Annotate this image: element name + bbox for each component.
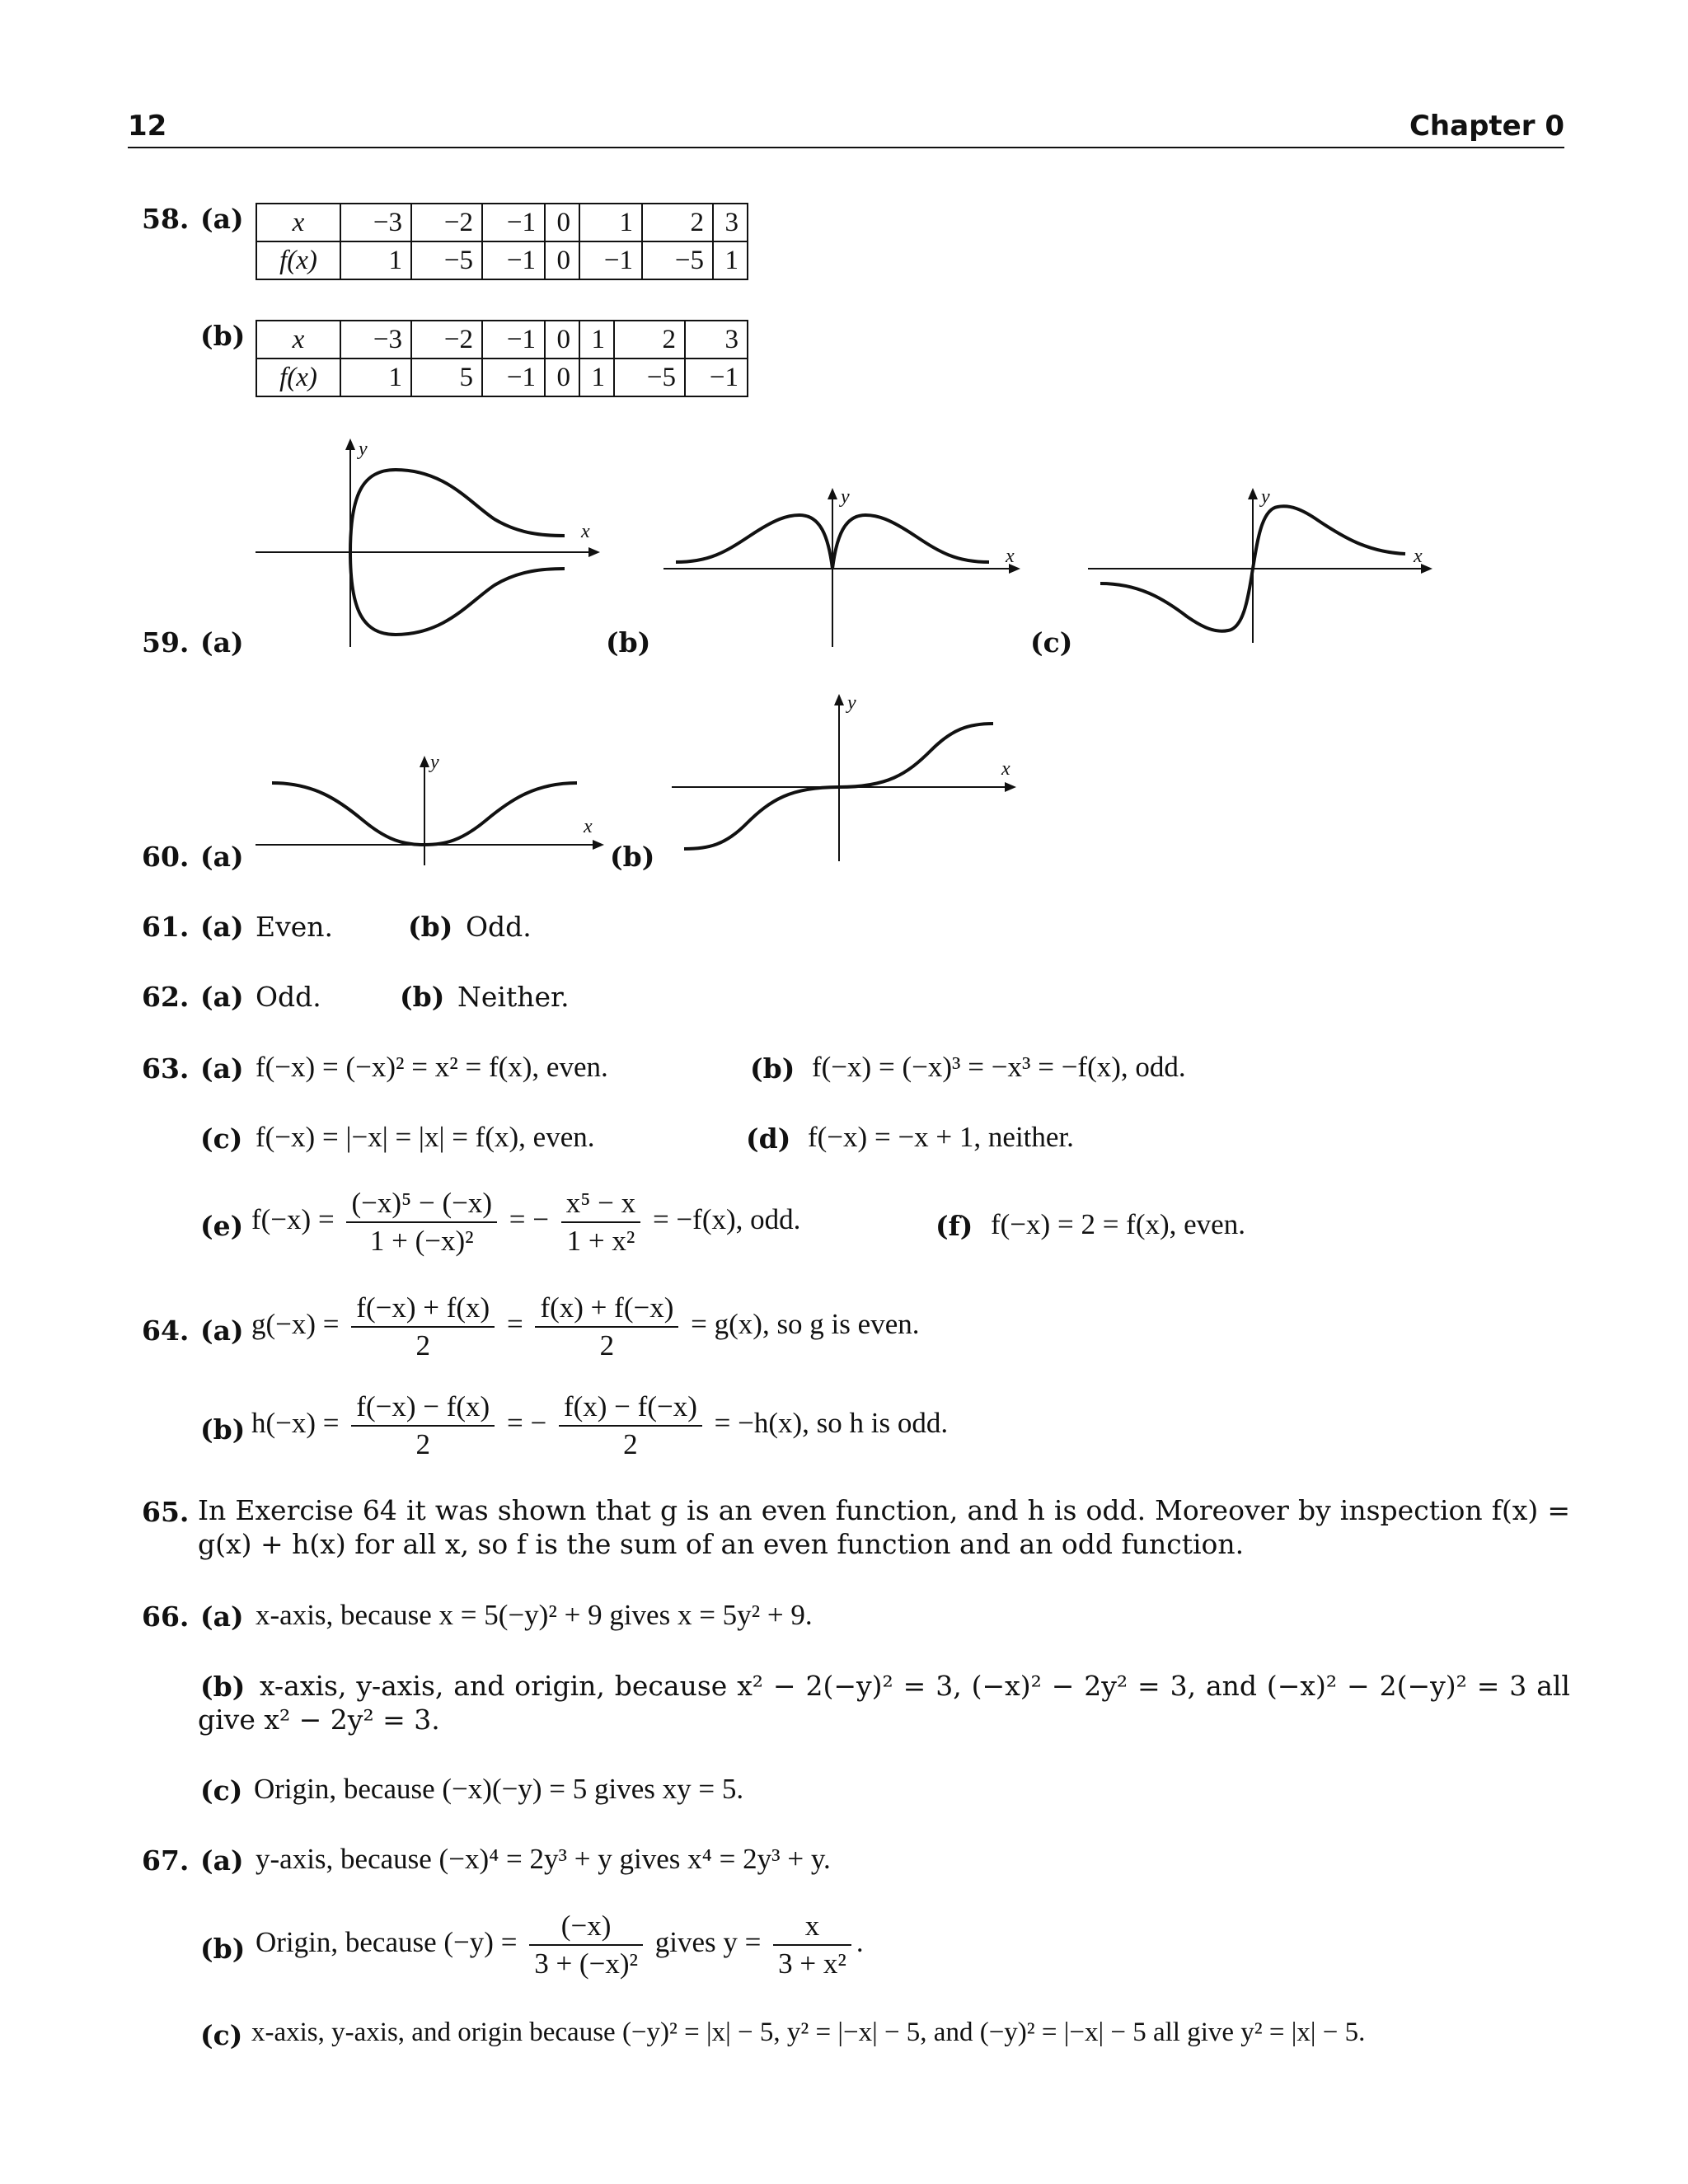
exercise-60b-graph xyxy=(668,692,1030,865)
exercise-60a-label: (a) xyxy=(200,841,244,873)
fraction xyxy=(346,1187,497,1258)
exercise-63a-label: (a) xyxy=(200,1052,244,1085)
denominator: 2 xyxy=(415,1428,430,1460)
table-cell: −1 xyxy=(579,241,642,279)
equals-sign: = xyxy=(506,1308,523,1341)
table-cell: −3 xyxy=(340,321,411,359)
exercise-67-number: 67. xyxy=(142,1844,190,1877)
exercise-60a-graph xyxy=(247,750,610,874)
numerator: f(x) − f(−x) xyxy=(559,1390,702,1427)
denominator: 1 + x² xyxy=(566,1225,635,1257)
exercise-62b-label: (b) xyxy=(400,981,445,1013)
exercise-59c-label: (c) xyxy=(1030,626,1073,658)
table-cell: 0 xyxy=(545,321,579,359)
table-cell: −5 xyxy=(642,241,713,279)
exercise-58b-table xyxy=(256,320,748,397)
fraction xyxy=(773,1910,851,1980)
exercise-62a-label: (a) xyxy=(200,981,244,1013)
denominator: 1 + (−x)² xyxy=(369,1225,474,1257)
exercise-61-number: 61. xyxy=(142,911,190,943)
equation-rhs: = g(x), so g is even. xyxy=(691,1308,920,1341)
numerator: x⁵ − x xyxy=(561,1187,640,1223)
denominator: 2 xyxy=(415,1329,430,1361)
chapter-title: Chapter 0 xyxy=(1409,110,1564,143)
table-cell: 1 xyxy=(579,359,614,396)
equation-middle: gives y = xyxy=(654,1926,762,1959)
exercise-59c-graph xyxy=(1080,486,1459,651)
x-axis-label: x xyxy=(581,521,590,542)
header-rule xyxy=(128,147,1564,148)
exercise-58b-label: (b) xyxy=(200,320,246,352)
equals-sign: = − xyxy=(509,1203,549,1236)
table-cell: 0 xyxy=(545,204,579,241)
y-axis-arrow-icon xyxy=(828,488,837,499)
exercise-61b-answer: Odd. xyxy=(466,911,532,943)
table-row xyxy=(256,241,748,279)
exercise-62a-answer: Odd. xyxy=(256,981,321,1013)
exercise-62-number: 62. xyxy=(142,981,190,1013)
table-cell: 1 xyxy=(579,321,614,359)
table-cell: 1 xyxy=(579,204,642,241)
exercise-58a-table xyxy=(256,203,748,280)
x-axis-arrow-icon xyxy=(588,547,600,557)
equation-lhs: Origin, because (−y) = xyxy=(256,1926,518,1959)
exercise-63d-answer: f(−x) = −x + 1, neither. xyxy=(808,1121,1074,1153)
table-cell: −1 xyxy=(685,359,748,396)
exercise-67b-answer xyxy=(256,1910,864,1980)
x-axis-arrow-icon xyxy=(1421,564,1432,574)
table-cell: 1 xyxy=(713,241,748,279)
equation-lhs: h(−x) = xyxy=(251,1407,340,1440)
table-row xyxy=(256,321,748,359)
table-cell: 2 xyxy=(642,204,713,241)
table-cell: −1 xyxy=(482,204,545,241)
denominator: 3 + (−x)² xyxy=(534,1947,638,1980)
x-axis-label: x xyxy=(1414,546,1423,567)
exercise-59b-graph xyxy=(659,486,1039,651)
exercise-63f-answer: f(−x) = 2 = f(x), even. xyxy=(991,1208,1245,1240)
page-number: 12 xyxy=(128,110,167,143)
exercise-63e-answer xyxy=(251,1187,800,1258)
y-axis-label: y xyxy=(847,692,856,714)
exercise-63c-answer: f(−x) = |−x| = |x| = f(x), even. xyxy=(256,1121,595,1153)
y-axis-label: y xyxy=(430,752,439,773)
equation-rhs: = −h(x), so h is odd. xyxy=(714,1407,949,1440)
exercise-67c-label: (c) xyxy=(200,2019,243,2051)
exercise-63a-answer: f(−x) = (−x)² = x² = f(x), even. xyxy=(256,1051,608,1083)
exercise-63d-label: (d) xyxy=(746,1122,791,1155)
exercise-67c-answer: x-axis, y-axis, and origin because (−y)² = |x| − 5, y² = |−x| − 5, and (−y)² = |−x| − 5 all give y² = |x| − 5. xyxy=(251,2018,1366,2047)
table-cell: −1 xyxy=(482,359,545,396)
curve-lower xyxy=(350,552,565,635)
fraction xyxy=(529,1910,643,1980)
y-axis-arrow-icon xyxy=(345,438,355,450)
table-cell: 3 xyxy=(685,321,748,359)
exercise-65-number: 65. xyxy=(142,1496,190,1528)
exercise-67a-answer: y-axis, because (−x)⁴ = 2y³ + y gives x⁴ = 2y³ + y. xyxy=(256,1843,831,1875)
numerator: (−x) xyxy=(529,1910,643,1946)
exercise-58-number: 58. xyxy=(142,203,190,235)
exercise-60b-label: (b) xyxy=(610,841,655,873)
exercise-63b-label: (b) xyxy=(750,1052,795,1085)
x-axis-label: x xyxy=(584,816,593,837)
table-cell: 5 xyxy=(411,359,482,396)
exercise-61a-label: (a) xyxy=(200,911,244,943)
period: . xyxy=(856,1926,864,1959)
table-cell: −5 xyxy=(411,241,482,279)
table-cell: 1 xyxy=(340,359,411,396)
exercise-61b-label: (b) xyxy=(408,911,453,943)
table-cell: 0 xyxy=(545,359,579,396)
exercise-64b-label: (b) xyxy=(200,1413,246,1446)
table-cell: −5 xyxy=(614,359,685,396)
y-axis-arrow-icon xyxy=(420,756,429,767)
exercise-60-number: 60. xyxy=(142,841,190,873)
numerator: f(x) + f(−x) xyxy=(535,1291,678,1328)
exercise-65-answer: In Exercise 64 it was shown that g is an even function, and h is odd. Moreover by inspection f(x) = g(x) + h(x) for all x, so f is the sum of an even function and an odd function. xyxy=(198,1494,1570,1560)
exercise-64b-answer xyxy=(251,1390,948,1461)
exercise-59b-label: (b) xyxy=(606,626,651,658)
exercise-63f-label: (f) xyxy=(935,1210,973,1242)
exercise-63c-label: (c) xyxy=(200,1122,243,1155)
table-cell: 1 xyxy=(340,241,411,279)
table-cell: 0 xyxy=(545,241,579,279)
curve-upper xyxy=(350,470,565,552)
fraction xyxy=(351,1390,495,1461)
exercise-59a-label: (a) xyxy=(200,626,244,658)
denominator: 2 xyxy=(599,1329,615,1361)
exercise-66c-label: (c) xyxy=(200,1774,243,1807)
table-row xyxy=(256,204,748,241)
numerator: f(−x) − f(x) xyxy=(351,1390,495,1427)
exercise-67b-label: (b) xyxy=(200,1933,246,1965)
exercise-59a-graph xyxy=(247,437,610,655)
numerator: f(−x) + f(x) xyxy=(351,1291,495,1328)
table-cell: 3 xyxy=(713,204,748,241)
exercise-64a-answer xyxy=(251,1291,919,1362)
equation-rhs: = −f(x), odd. xyxy=(652,1203,801,1236)
table-cell: −3 xyxy=(340,204,411,241)
exercise-66a-label: (a) xyxy=(200,1601,244,1633)
exercise-63b-answer: f(−x) = (−x)³ = −x³ = −f(x), odd. xyxy=(812,1051,1186,1083)
exercise-66b-label: (b) xyxy=(200,1671,246,1703)
exercise-63-number: 63. xyxy=(142,1052,190,1085)
table-header-x: x xyxy=(256,321,340,359)
exercise-64-number: 64. xyxy=(142,1315,190,1347)
exercise-63e-label: (e) xyxy=(200,1210,244,1242)
exercise-64a-label: (a) xyxy=(200,1315,244,1347)
exercise-66-number: 66. xyxy=(142,1601,190,1633)
x-axis-arrow-icon xyxy=(1005,782,1016,792)
equation-lhs: f(−x) = xyxy=(251,1203,335,1236)
table-cell: −2 xyxy=(411,204,482,241)
table-header-fx: f(x) xyxy=(256,241,340,279)
exercise-61a-answer: Even. xyxy=(256,911,334,943)
y-axis-label: y xyxy=(841,486,850,508)
table-cell: 2 xyxy=(614,321,685,359)
y-axis-arrow-icon xyxy=(834,694,844,705)
x-axis-arrow-icon xyxy=(593,840,604,850)
equals-sign: = − xyxy=(506,1407,547,1440)
fraction xyxy=(561,1187,640,1258)
fraction xyxy=(559,1390,702,1461)
denominator: 3 + x² xyxy=(778,1947,846,1980)
fraction xyxy=(535,1291,678,1362)
exercise-59-number: 59. xyxy=(142,626,190,658)
table-cell: −1 xyxy=(482,321,545,359)
exercise-62b-answer: Neither. xyxy=(457,981,570,1013)
table-cell: −1 xyxy=(482,241,545,279)
y-axis-arrow-icon xyxy=(1248,488,1258,499)
denominator: 2 xyxy=(623,1428,638,1460)
exercise-66b-answer: x-axis, y-axis, and origin, because x² − 2(−y)² = 3, (−x)² − 2y² = 3, and (−x)² − 2(−y)² = 3 all give x² − 2y² = 3. xyxy=(198,1670,1570,1736)
table-header-x: x xyxy=(256,204,340,241)
numerator: (−x)⁵ − (−x) xyxy=(346,1187,497,1223)
fraction xyxy=(351,1291,495,1362)
equation-lhs: g(−x) = xyxy=(251,1308,340,1341)
exercise-66a-answer: x-axis, because x = 5(−y)² + 9 gives x = 5y² + 9. xyxy=(256,1599,813,1631)
table-header-fx: f(x) xyxy=(256,359,340,396)
exercise-67a-label: (a) xyxy=(200,1844,244,1877)
exercise-66c-answer: Origin, because (−x)(−y) = 5 gives xy = 5. xyxy=(254,1773,744,1805)
x-axis-label: x xyxy=(1006,546,1015,567)
x-axis-label: x xyxy=(1001,758,1010,780)
table-row xyxy=(256,359,748,396)
table-cell: −2 xyxy=(411,321,482,359)
y-axis-label: y xyxy=(1261,486,1270,508)
numerator: x xyxy=(773,1910,851,1946)
y-axis-label: y xyxy=(359,438,368,460)
exercise-58a-label: (a) xyxy=(200,203,244,235)
